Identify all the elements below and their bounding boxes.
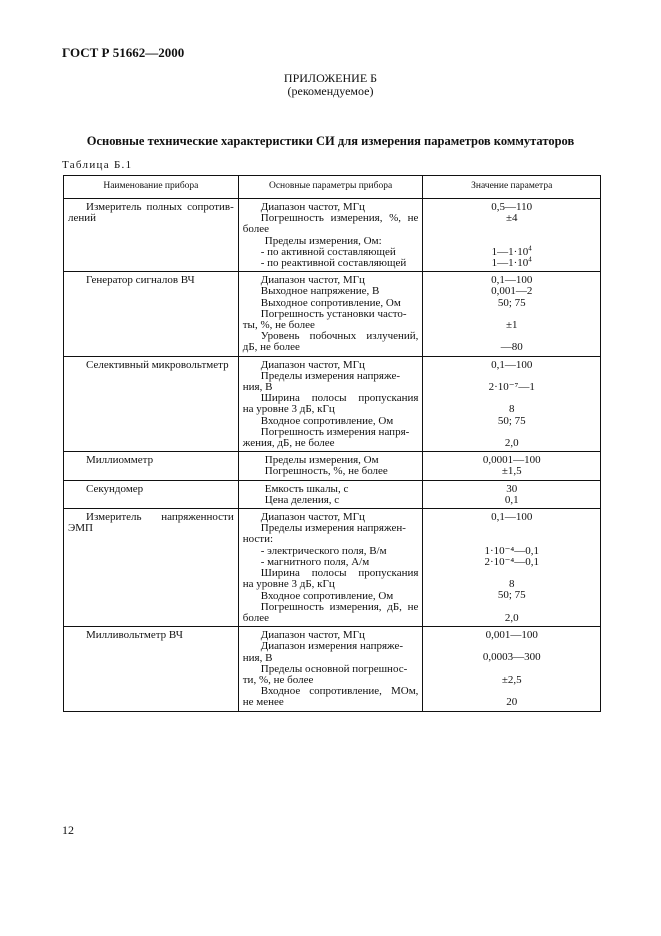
device-name: Измеритель напряженности <box>86 511 234 524</box>
parameter-value: 8 <box>508 403 515 416</box>
parameter-value: ±1 <box>505 318 518 331</box>
parameter-line: на уровне 3 дБ, кГц <box>242 578 335 591</box>
values-cell <box>423 272 601 356</box>
device-name: Милливольтметр ВЧ <box>86 629 183 642</box>
parameter-value <box>427 534 596 545</box>
values-cell <box>423 356 601 452</box>
parameter-line: не менее <box>242 696 284 709</box>
table-row <box>64 272 601 356</box>
device-name: лений <box>68 212 97 225</box>
parameter-line: Ширина полосы пропускания <box>260 567 419 580</box>
parameter-line: более <box>242 611 269 624</box>
parameter-line: Погрешность измерения напря- <box>260 425 410 438</box>
column-header: Основные параметры прибора <box>238 176 423 199</box>
device-name: Секундомер <box>86 482 144 495</box>
parameters-cell <box>238 452 423 480</box>
parameter-value: 2,0 <box>504 611 519 624</box>
device-name-cell <box>64 452 239 480</box>
parameter-value <box>427 523 596 534</box>
parameter-line: ти, %, не более <box>242 673 314 686</box>
parameter-line: Пределы измерения напряже- <box>260 369 400 382</box>
device-name-cell <box>64 356 239 452</box>
parameter-value: 50; 75 <box>497 589 526 602</box>
table-header-row <box>64 176 601 199</box>
document-header: ГОСТ Р 51662—2000 <box>62 45 185 60</box>
values-cell <box>423 480 601 508</box>
parameter-value: ±4 <box>505 212 518 225</box>
parameter-value: 0,001—2 <box>491 285 533 298</box>
parameter-line: Входное сопротивление, МОм, <box>260 685 419 698</box>
table-row <box>64 356 601 452</box>
value-base: 1—1·10 <box>491 245 529 258</box>
parameter-line: - по активной составляющей <box>260 245 396 258</box>
parameter-value <box>427 224 596 235</box>
parameter-line: Диапазон измерения напряже- <box>260 640 404 653</box>
device-name-cell <box>64 627 239 711</box>
parameter-value: ±1,5 <box>501 465 522 478</box>
parameter-line: Пределы измерения напряжен- <box>260 522 406 535</box>
parameter-value: 2·10⁻⁴—0,1 <box>484 555 539 568</box>
parameter-line: Выходное напряжение, В <box>260 285 380 298</box>
parameter-line: более <box>242 223 269 236</box>
parameter-line: дБ, не более <box>242 341 300 354</box>
device-name: ЭМП <box>68 522 93 535</box>
parameter-value: 0,0001—100 <box>482 454 541 467</box>
parameters-cell <box>238 509 423 627</box>
table-row <box>64 199 601 272</box>
appendix-heading <box>0 72 661 98</box>
value-exponent: 4 <box>528 255 532 264</box>
parameter-line: Пределы основной погрешнос- <box>260 662 408 675</box>
parameter-value: 50; 75 <box>497 296 526 309</box>
column-header: Значение параметра <box>423 176 601 199</box>
parameter-value: 0,0003—300 <box>482 651 541 664</box>
table-label: Таблица Б.1 <box>62 159 133 171</box>
parameter-line: Погрешность измерения, дБ, не <box>260 600 419 613</box>
table-row <box>64 509 601 627</box>
values-cell <box>423 627 601 711</box>
device-name: Селективный микровольтметр <box>86 358 229 371</box>
values-cell <box>423 199 601 272</box>
parameters-cell <box>238 199 423 272</box>
parameter-line: Диапазон частот, МГц <box>260 274 365 287</box>
table-row <box>64 452 601 480</box>
parameter-line: Погрешность измерения, %, не <box>260 212 419 225</box>
device-name: Генератор сигналов ВЧ <box>86 274 195 287</box>
parameter-value: ±2,5 <box>501 673 522 686</box>
parameter-line: Диапазон частот, МГц <box>260 358 365 371</box>
values-cell <box>423 509 601 627</box>
values-cell <box>423 452 601 480</box>
value-exponent: 4 <box>528 244 532 253</box>
parameter-line: Выходное сопротивление, Ом <box>260 296 401 309</box>
parameter-line: Погрешность установки часто- <box>260 307 407 320</box>
parameter-line: Пределы измерения, Ом: <box>264 234 382 247</box>
parameter-line: ния, В <box>242 651 273 664</box>
parameter-line: жения, дБ, не более <box>242 437 335 450</box>
page-number: 12 <box>62 823 74 837</box>
parameter-line: Диапазон частот, МГц <box>260 629 365 642</box>
parameter-value: 0,1—100 <box>491 511 533 524</box>
parameter-line: Диапазон частот, МГц <box>260 511 365 524</box>
parameter-line: ния, В <box>242 381 273 394</box>
device-name: Миллиомметр <box>86 454 154 467</box>
column-header: Наименование прибора <box>64 176 239 199</box>
parameter-value: 50; 75 <box>497 414 526 427</box>
device-name-cell <box>64 509 239 627</box>
parameter-value: 30 <box>506 482 518 495</box>
parameter-line: Входное сопротивление, Ом <box>260 414 394 427</box>
parameter-line: Уровень побочных излучений, <box>260 330 419 343</box>
parameter-line: - электрического поля, В/м <box>260 544 387 557</box>
parameter-line: ты, %, не более <box>242 319 315 332</box>
parameter-line: ности: <box>242 533 274 546</box>
parameter-line: Диапазон частот, МГц <box>260 201 365 213</box>
device-name-cell <box>64 199 239 272</box>
parameters-cell <box>238 356 423 452</box>
parameter-value: 2·10⁻⁷—1 <box>488 381 535 394</box>
parameter-value: 20 <box>506 696 518 709</box>
appendix-note: (рекомендуемое) <box>287 84 374 98</box>
document-title: Основные технические характеристики СИ для измерения параметров коммутаторов <box>86 134 575 148</box>
characteristics-table <box>63 175 601 712</box>
value-base: 1—1·10 <box>491 256 529 269</box>
parameter-value: 1·10⁻⁴—0,1 <box>484 544 539 557</box>
device-name: Измеритель полных сопротив- <box>86 201 234 213</box>
parameter-line: - магнитного поля, А/м <box>260 555 370 568</box>
appendix-title: ПРИЛОЖЕНИЕ Б <box>283 71 378 85</box>
parameters-cell <box>238 272 423 356</box>
parameter-line: Ширина полосы пропускания <box>260 392 419 405</box>
table-row <box>64 480 601 508</box>
parameter-line: - по реактивной составляющей <box>260 257 407 270</box>
parameter-value: 0,1 <box>504 493 519 506</box>
device-name-cell <box>64 480 239 508</box>
parameter-value <box>427 255 596 269</box>
parameter-value: 0,1—100 <box>491 358 533 371</box>
parameter-value: —80 <box>500 341 523 354</box>
parameter-line: Пределы измерения, Ом <box>264 454 379 467</box>
table-row <box>64 627 601 711</box>
parameter-line: Погрешность, %, не более <box>264 465 388 478</box>
parameter-line: на уровне 3 дБ, кГц <box>242 403 335 416</box>
parameter-line: Входное сопротивление, Ом <box>260 589 394 602</box>
device-name-cell <box>64 272 239 356</box>
parameter-value: 8 <box>508 578 515 591</box>
parameter-value: 0,1—100 <box>491 274 533 287</box>
parameters-cell <box>238 627 423 711</box>
parameters-cell <box>238 480 423 508</box>
parameter-value: 0,001—100 <box>485 629 538 642</box>
parameter-value: 0,5—110 <box>491 201 533 213</box>
parameter-line: Цена деления, с <box>264 493 340 506</box>
parameter-line: Емкость шкалы, с <box>264 482 349 495</box>
parameter-value: 2,0 <box>504 436 519 449</box>
